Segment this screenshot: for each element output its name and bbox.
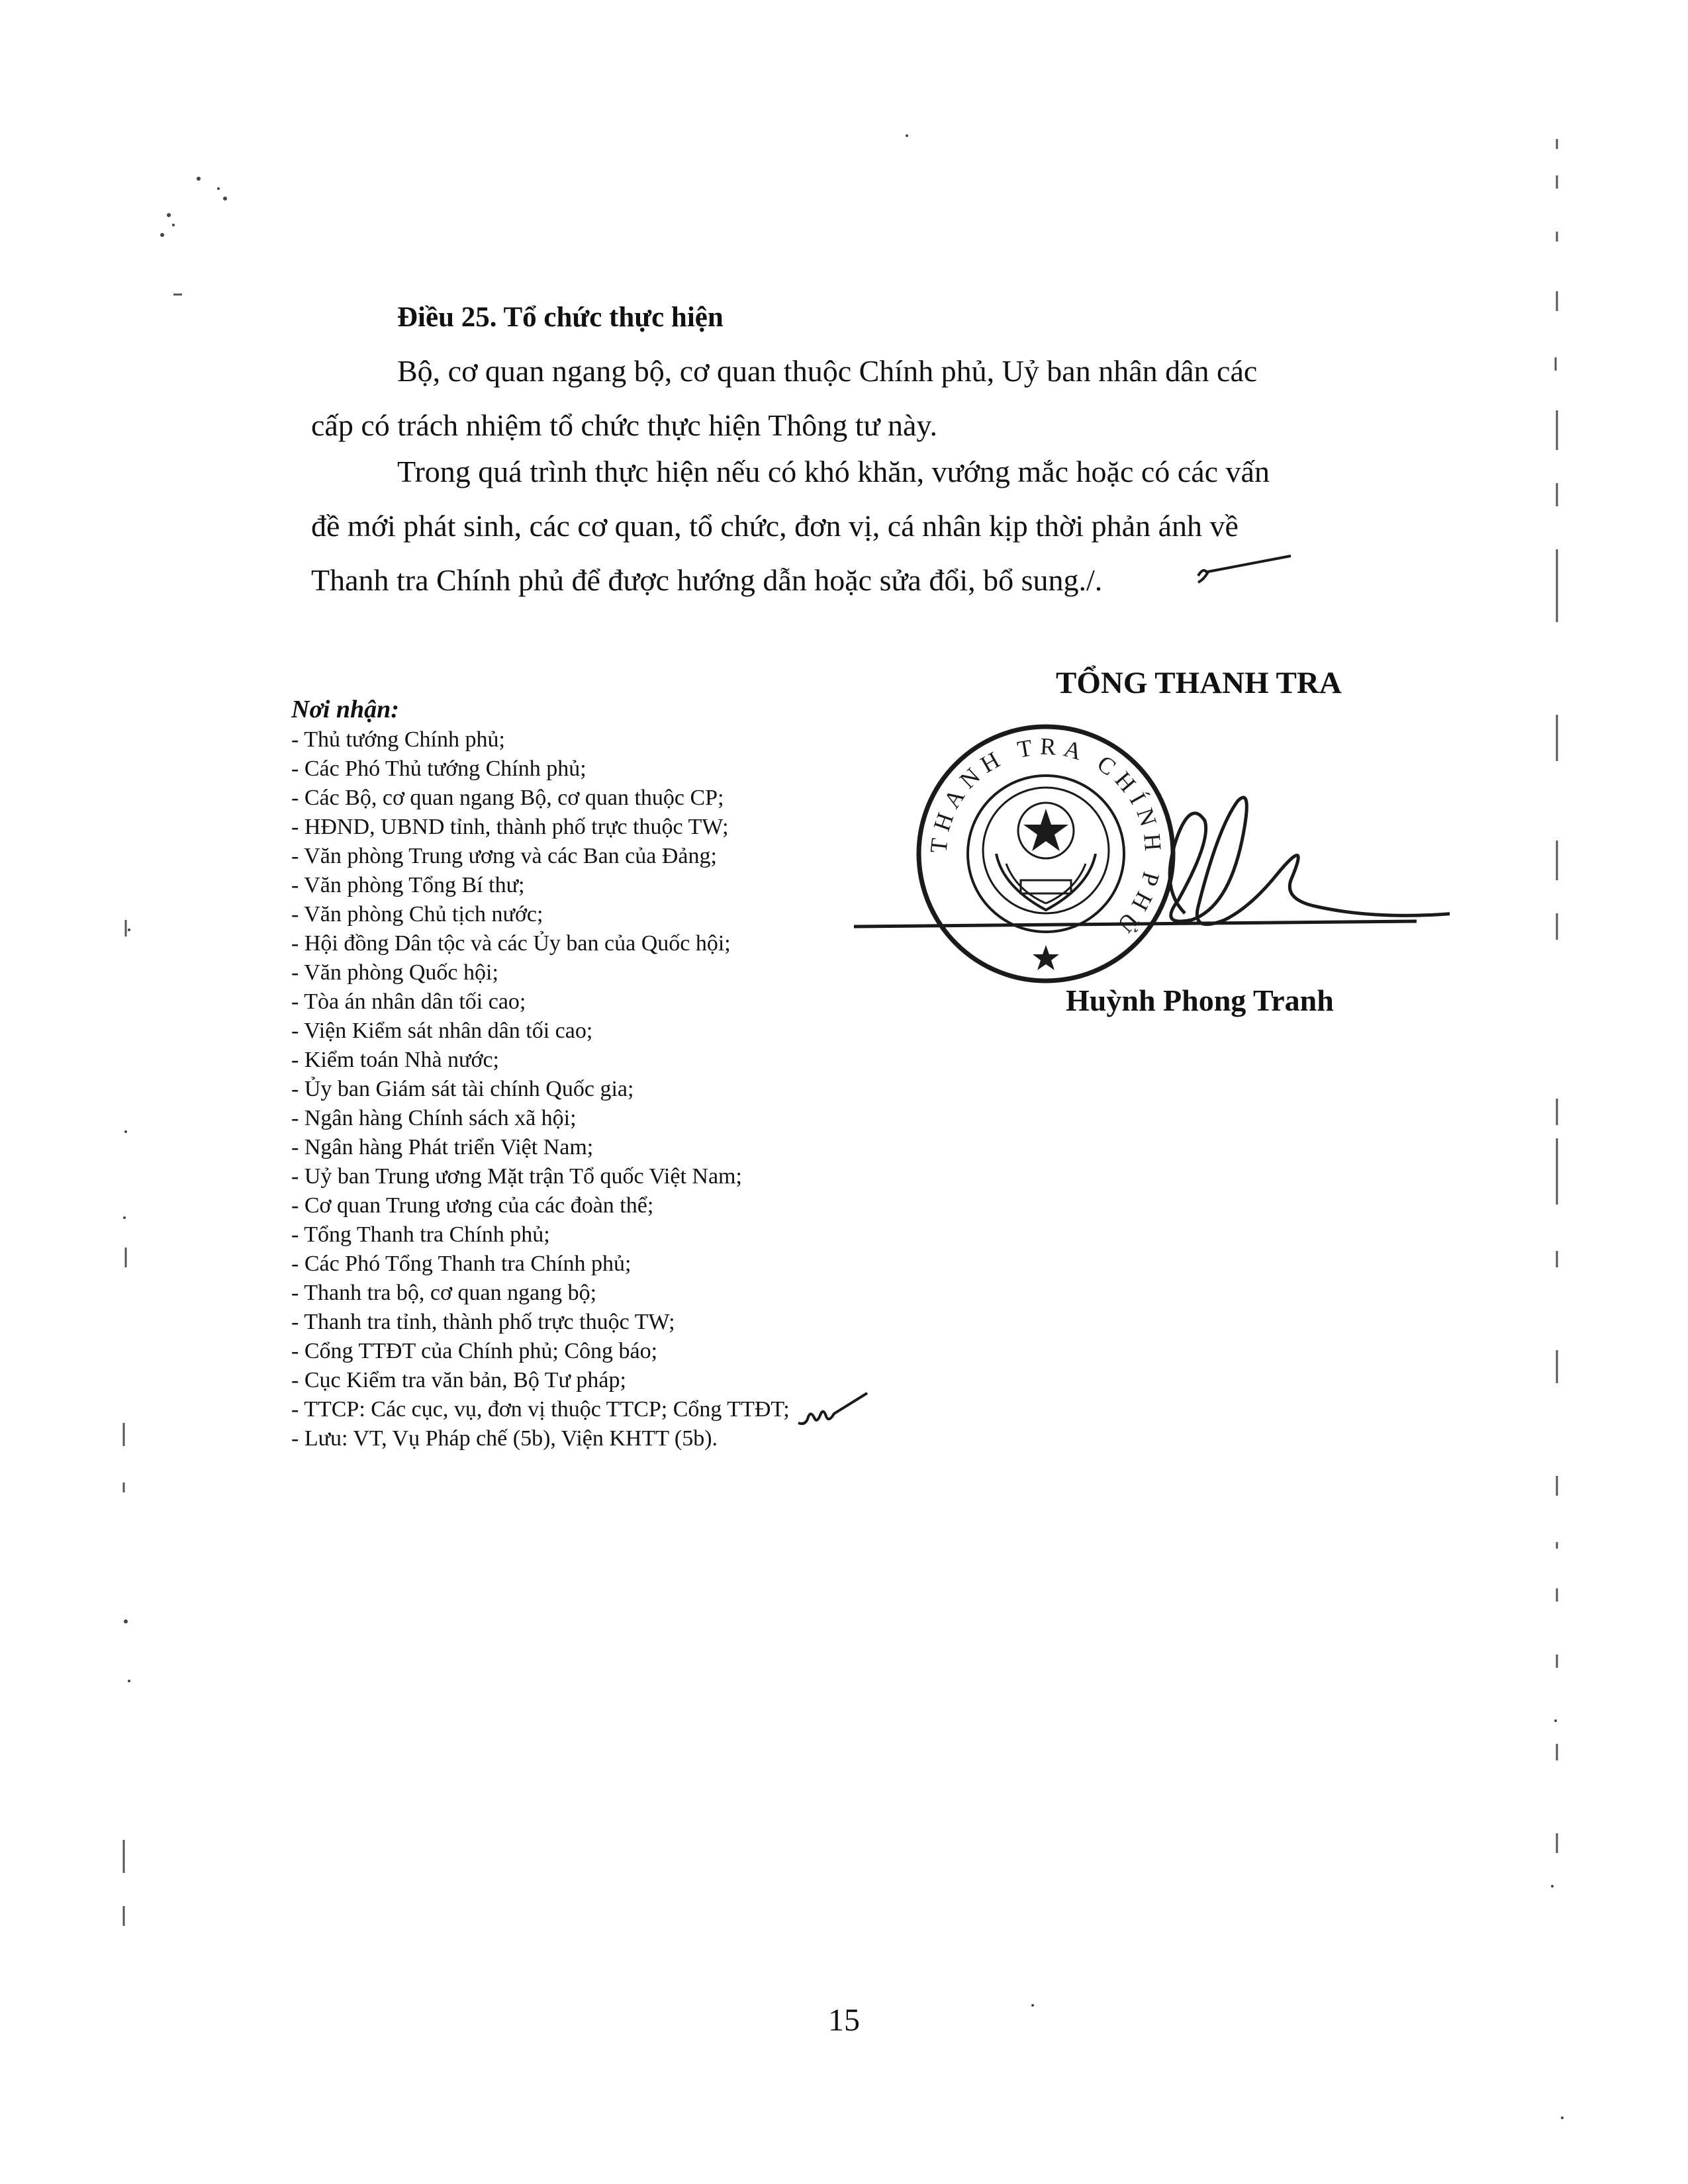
article-paragraph-2 xyxy=(311,445,1270,608)
paragraph-1-line-2: cấp có trách nhiệm tổ chức thực hiện Thông tư này. xyxy=(311,408,937,442)
recipient-item: - Các Bộ, cơ quan ngang Bộ, cơ quan thuộc CP; xyxy=(291,786,724,810)
handwritten-signature-icon xyxy=(854,754,1450,966)
recipient-item: - Hội đồng Dân tộc và các Ủy ban của Quốc hội; xyxy=(291,931,731,956)
recipient-item: - Các Phó Thủ tướng Chính phủ; xyxy=(291,756,586,781)
recipients-title: Nơi nhận: xyxy=(291,696,399,723)
signer-title: TỔNG THANH TRA xyxy=(1056,666,1342,700)
recipient-item: - Cổng TTĐT của Chính phủ; Công báo; xyxy=(291,1339,658,1363)
initial-mark-icon xyxy=(1192,549,1297,589)
recipient-item: - Thanh tra tỉnh, thành phố trực thuộc TW; xyxy=(291,1310,675,1334)
recipient-item: - HĐND, UBND tỉnh, thành phố trực thuộc TW; xyxy=(291,815,729,839)
recipient-item: - Văn phòng Trung ương và các Ban của Đảng; xyxy=(291,844,717,868)
initial-mark-icon xyxy=(794,1387,874,1433)
svg-text:THANH TRA CHÍNH PHỦ: THANH TRA CHÍNH PHỦ xyxy=(925,733,1167,943)
paragraph-1-line-1: Bộ, cơ quan ngang bộ, cơ quan thuộc Chính phủ, Uỷ ban nhân dân các xyxy=(397,354,1258,388)
recipient-item: - Ngân hàng Chính sách xã hội; xyxy=(291,1106,577,1130)
paragraph-2-line-2: đề mới phát sinh, các cơ quan, tổ chức, đơn vị, cá nhân kịp thời phản ánh về xyxy=(311,509,1239,543)
recipient-item: - Kiểm toán Nhà nước; xyxy=(291,1048,499,1072)
recipient-item: - Văn phòng Chủ tịch nước; xyxy=(291,902,543,927)
article-paragraph-1 xyxy=(311,344,1257,453)
recipient-item: - Tòa án nhân dân tối cao; xyxy=(291,989,526,1014)
recipient-item: - Thanh tra bộ, cơ quan ngang bộ; xyxy=(291,1281,597,1305)
recipient-item: - Văn phòng Quốc hội; xyxy=(291,960,498,985)
recipient-item: - Viện Kiểm sát nhân dân tối cao; xyxy=(291,1019,593,1043)
recipient-item: - Thủ tướng Chính phủ; xyxy=(291,727,505,752)
recipient-item: - Các Phó Tổng Thanh tra Chính phủ; xyxy=(291,1251,632,1276)
page-number: 15 xyxy=(828,2003,860,2038)
recipient-item: - Cơ quan Trung ương của các đoàn thể; xyxy=(291,1193,654,1218)
article-heading: Điều 25. Tổ chức thực hiện xyxy=(397,302,724,333)
recipient-item: - Văn phòng Tổng Bí thư; xyxy=(291,873,525,897)
recipients-block xyxy=(291,695,790,1453)
recipient-item: - Uỷ ban Trung ương Mặt trận Tổ quốc Việt Nam; xyxy=(291,1164,742,1189)
recipient-item: - Cục Kiểm tra văn bản, Bộ Tư pháp; xyxy=(291,1368,626,1392)
recipient-item: - Lưu: VT, Vụ Pháp chế (5b), Viện KHTT (5b). xyxy=(291,1426,718,1451)
paragraph-2-line-1: Trong quá trình thực hiện nếu có khó khăn, vướng mắc hoặc có các vấn xyxy=(397,455,1270,488)
recipient-item: - Tổng Thanh tra Chính phủ; xyxy=(291,1222,550,1247)
recipient-item: - Ngân hàng Phát triển Việt Nam; xyxy=(291,1135,594,1160)
paragraph-2-line-3: Thanh tra Chính phủ để được hướng dẫn hoặc sửa đổi, bổ sung./. xyxy=(311,563,1103,597)
recipient-item: - Ủy ban Giám sát tài chính Quốc gia; xyxy=(291,1077,634,1101)
signer-name: Huỳnh Phong Tranh xyxy=(1066,983,1334,1017)
recipient-item: - TTCP: Các cục, vụ, đơn vị thuộc TTCP; Cổng TTĐT; xyxy=(291,1397,790,1422)
